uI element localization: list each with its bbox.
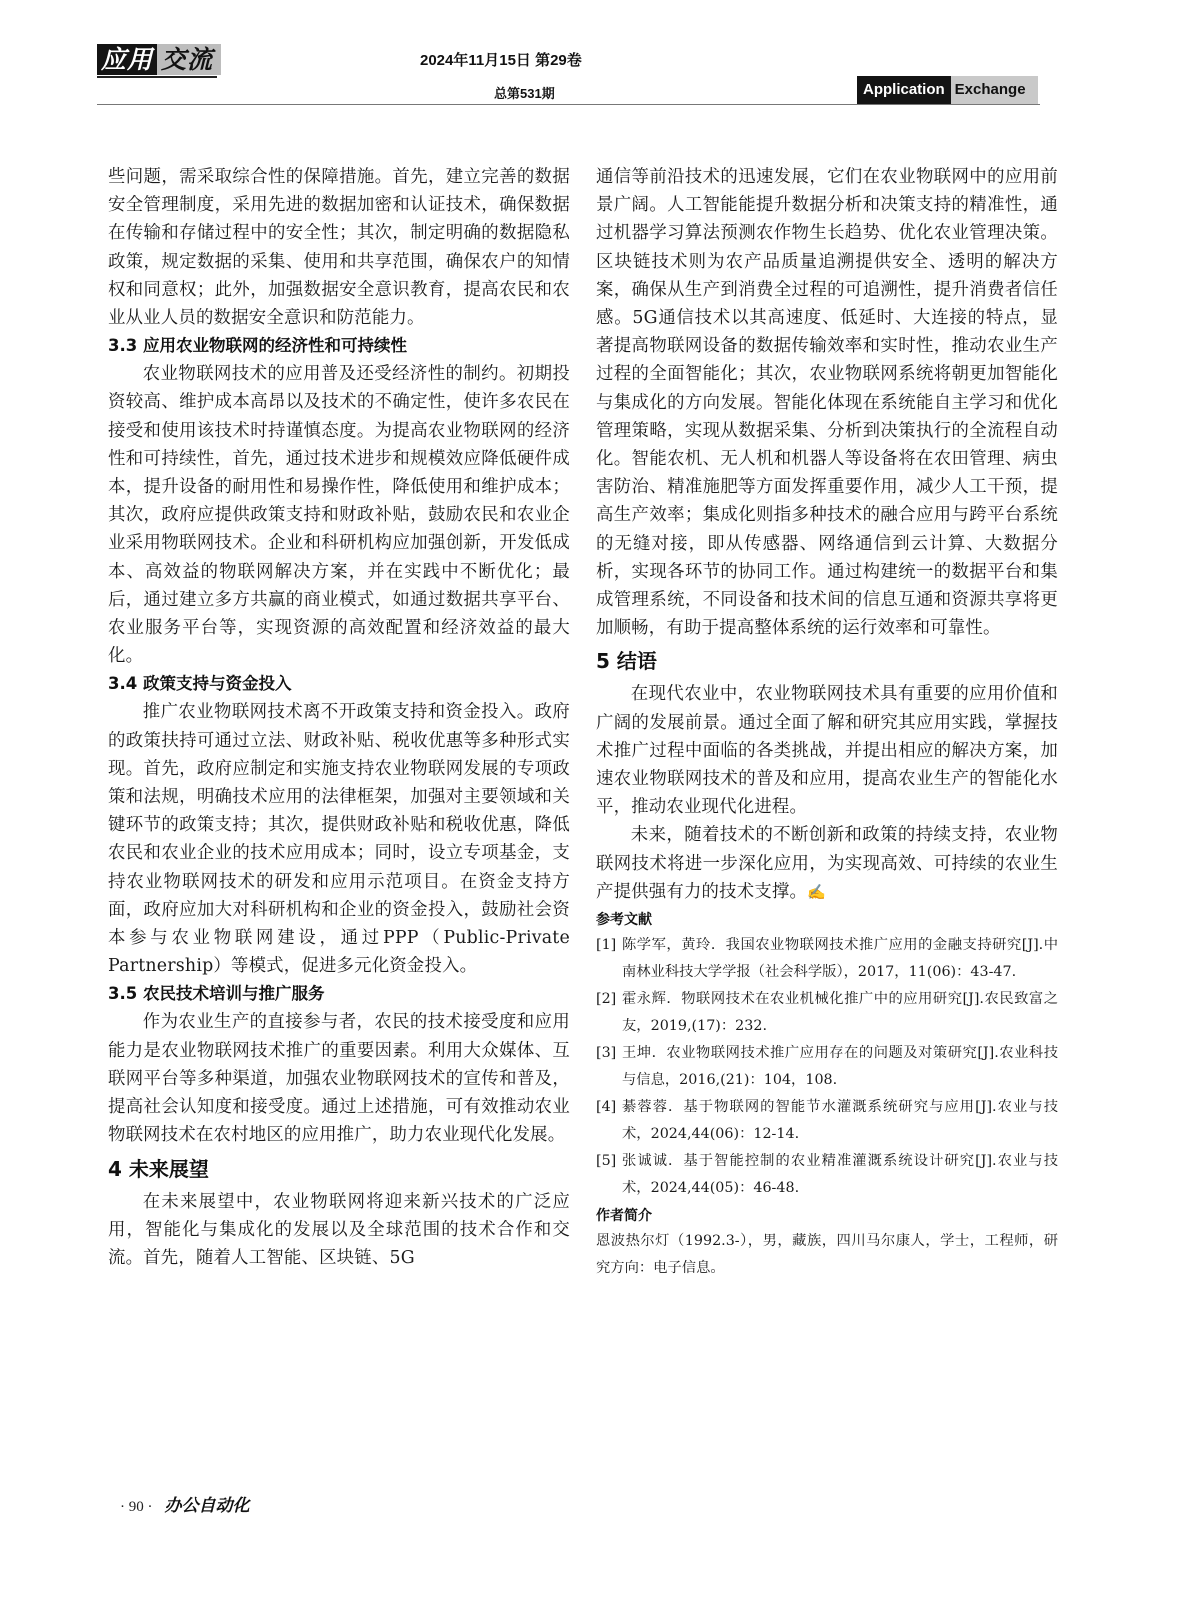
issue-total-number: 总第531期 xyxy=(494,86,555,101)
section-english-part-1: Application xyxy=(857,76,951,104)
author-heading: 作者简介 xyxy=(596,1208,652,1225)
right-column xyxy=(596,163,1058,1282)
section-heading-3-4: 3.4 政策支持与资金投入 xyxy=(108,674,292,694)
author-bio: 恩波热尔灯（1992.3-），男，藏族，四川马尔康人，学士，工程师，研究方向：电子信息。 xyxy=(596,1233,1058,1277)
section-heading-3-5: 3.5 农民技术培训与推广服务 xyxy=(108,984,325,1004)
paragraph: 通信等前沿技术的迅速发展，它们在农业物联网中的应用前景广阔。人工智能能提升数据分析和决策支持的精准性，通过机器学习算法预测农作物生长趋势、优化农业管理决策。区块链技术则为农产品质量追溯提供安全、透明的解决方案，确保从生产到消费全过程的可追溯性，提升消费者信任感。5G通信技术以其高速度、低延时、大连接的特点，显著提高物联网设备的数据传输效率和实时性，推动农业生产过程的全面智能化；其次，农业物联网系统将朝更加智能化与集成化的方向发展。智能化体现在系统能自主学习和优化管理策略，实现从数据采集、分析到决策执行的全流程自动化。智能农机、无人机和机器人等设备将在农田管理、病虫害防治、精准施肥等方面发挥重要作用，减少人工干预，提高生产效率；集成化则指多种技术的融合应用与跨平台系统的无缝对接，即从传感器、网络通信到云计算、大数据分析，实现各环节的协同工作。通过构建统一的数据平台和集成管理系统，不同设备和技术间的信息互通和资源共享将更加顺畅，有助于提高整体系统的运行效率和可靠性。 xyxy=(596,167,1058,639)
logo-part-1: 应用 xyxy=(97,44,157,75)
reference-item xyxy=(596,1148,1058,1202)
paragraph: 农业物联网技术的应用普及还受经济性的制约。初期投资较高、维护成本高昂以及技术的不确定性，使许多农民在接受和使用该技术时持谨慎态度。为提高农业物联网的经济性和可持续性，首先，通过技术进步和规模效应降低硬件成本，提升设备的耐用性和易操作性，降低使用和维护成本；其次，政府应提供政策支持和财政补贴，鼓励农民和农业企业采用物联网技术。企业和科研机构应加强创新，开发低成本、高效益的物联网解决方案，并在实践中不断优化；最后，通过建立多方共赢的商业模式，如通过数据共享平台、农业服务平台等，实现资源的高效配置和经济效益的最大化。 xyxy=(108,364,570,667)
reference-item xyxy=(596,1094,1058,1148)
paragraph: 些问题，需采取综合性的保障措施。首先，建立完善的数据安全管理制度，采用先进的数据加密和认证技术，确保数据在传输和存储过程中的安全性；其次，制定明确的数据隐私政策，规定数据的采集、使用和共享范围，确保农户的知情权和同意权；此外，加强数据安全意识教育，提高农民和农业从业人员的数据安全意识和防范能力。 xyxy=(108,167,570,329)
reference-list xyxy=(596,932,1058,1202)
page-footer xyxy=(120,1491,250,1516)
reference-number: [4] xyxy=(596,1099,617,1116)
reference-text: 綦蓉蓉．基于物联网的智能节水灌溉系统研究与应用[J].农业与技术，2024,44(06)：12-14. xyxy=(622,1099,1058,1143)
reference-item xyxy=(596,986,1058,1040)
section-english-label xyxy=(857,76,1038,104)
left-column xyxy=(108,163,570,1272)
reference-number: [5] xyxy=(596,1153,617,1170)
header-rule xyxy=(97,104,1040,105)
closing-text: 未来，随着技术的不断创新和政策的持续支持，农业物联网技术将进一步深化应用，为实现高效、可持续的农业生产提供强有力的技术支撑。 xyxy=(596,825,1058,902)
pen-icon: ✍ xyxy=(807,882,826,901)
references-heading: 参考文献 xyxy=(596,912,652,929)
logo-part-2: 交流 xyxy=(157,44,221,75)
page-number: · 90 · xyxy=(120,1499,153,1515)
paragraph-closing xyxy=(596,821,1058,906)
journal-section-logo xyxy=(97,44,221,75)
reference-number: [2] xyxy=(596,991,617,1008)
logo-underline xyxy=(97,76,217,78)
section-heading-3-3: 3.3 应用农业物联网的经济性和可持续性 xyxy=(108,336,407,356)
paragraph: 在未来展望中，农业物联网将迎来新兴技术的广泛应用，智能化与集成化的发展以及全球范围的技术合作和交流。首先，随着人工智能、区块链、5G xyxy=(108,1191,570,1268)
reference-text: 张诚诚．基于智能控制的农业精准灌溉系统设计研究[J].农业与技术，2024,44(05)：46-48. xyxy=(622,1153,1058,1197)
section-heading-5: 5 结语 xyxy=(596,649,657,674)
issue-date-volume: 2024年11月15日 第29卷 xyxy=(420,52,582,69)
paragraph: 作为农业生产的直接参与者，农民的技术接受度和应用能力是农业物联网技术推广的重要因素。利用大众媒体、互联网平台等多种渠道，加强农业物联网技术的宣传和普及，提高社会认知度和接受度。通过上述措施，可有效推动农业物联网技术在农村地区的应用推广，助力农业现代化发展。 xyxy=(108,1012,570,1146)
reference-item xyxy=(596,932,1058,986)
paragraph: 推广农业物联网技术离不开政策支持和资金投入。政府的政策扶持可通过立法、财政补贴、税收优惠等多种形式实现。首先，政府应制定和实施支持农业物联网发展的专项政策和法规，明确技术应用的法律框架，加强对主要领域和关键环节的政策支持；其次，提供财政补贴和税收优惠，降低农民和农业企业的技术应用成本；同时，设立专项基金，支持农业物联网技术的研发和应用示范项目。在资金支持方面，政府应加大对科研机构和企业的资金投入，鼓励社会资本参与农业物联网建设，通过PPP（Public-Private Partnership）等模式，促进多元化资金投入。 xyxy=(108,702,570,977)
reference-number: [3] xyxy=(596,1045,617,1062)
paragraph: 在现代农业中，农业物联网技术具有重要的应用价值和广阔的发展前景。通过全面了解和研究其应用实践，掌握技术推广过程中面临的各类挑战，并提出相应的解决方案，加速农业物联网技术的普及和应用，提高农业生产的智能化水平，推动农业现代化进程。 xyxy=(596,684,1058,818)
reference-text: 王坤．农业物联网技术推广应用存在的问题及对策研究[J].农业科技与信息，2016,(21)：104，108. xyxy=(622,1045,1058,1089)
reference-number: [1] xyxy=(596,937,617,954)
reference-item xyxy=(596,1040,1058,1094)
section-english-part-2: Exchange xyxy=(951,76,1038,104)
section-heading-4: 4 未来展望 xyxy=(108,1156,209,1181)
journal-name: 办公自动化 xyxy=(164,1496,250,1516)
reference-text: 陈学军，黄玲．我国农业物联网技术推广应用的金融支持研究[J].中南林业科技大学学报（社会科学版），2017，11(06)：43-47. xyxy=(622,937,1058,981)
reference-text: 霍永辉．物联网技术在农业机械化推广中的应用研究[J].农民致富之友，2019,(17)：232. xyxy=(622,991,1058,1035)
